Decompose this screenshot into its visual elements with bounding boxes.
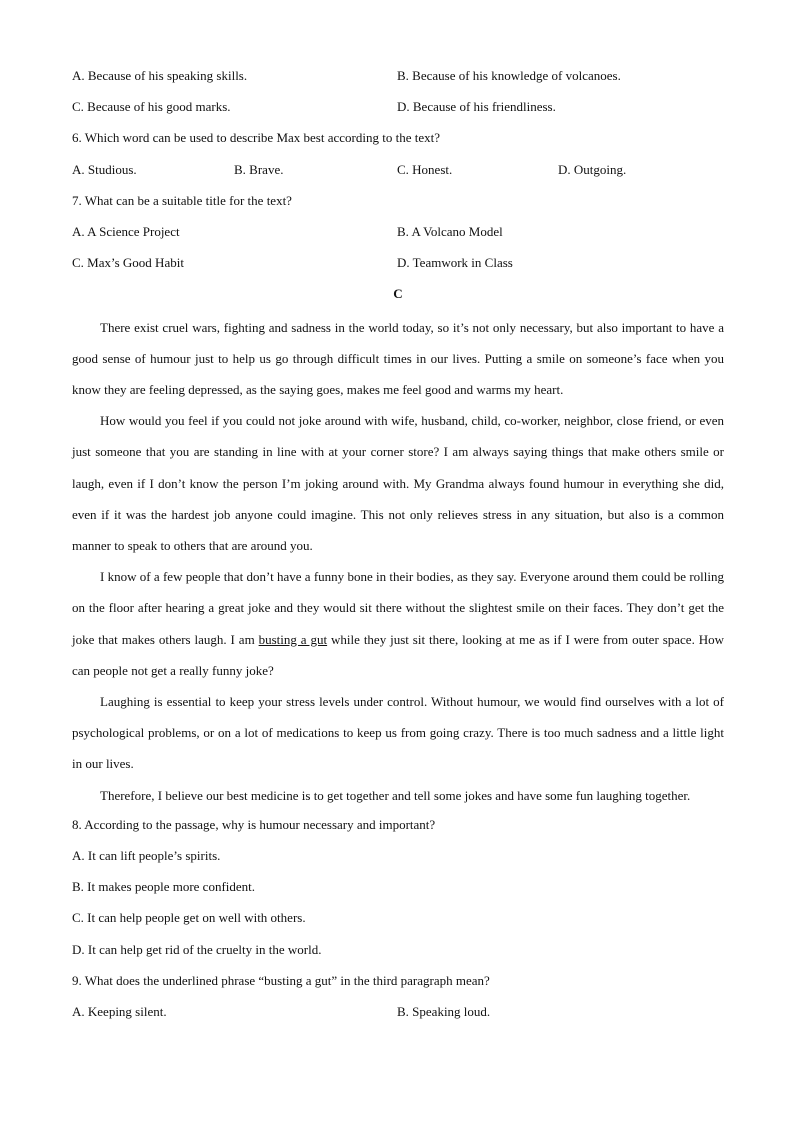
q5-options-row-1 (72, 62, 724, 93)
q8-option-d[interactable]: D. It can help get rid of the cruelty in the world. (72, 941, 322, 957)
q7-stem: 7. What can be a suitable title for the text? (72, 192, 292, 208)
q6-option-b[interactable]: B. Brave. (234, 161, 284, 177)
q5-option-d[interactable]: D. Because of his friendliness. (397, 99, 556, 115)
section-c-heading: C (393, 286, 403, 302)
paragraph-3-text-start: I know of a few people that don’t have a funny bone in their bodies, as they say. Everyone around them could be rolling on the floor after hearing a great joke and they would sit there without the slightest smile on their faces. They don’t get the joke that makes others laugh. I am (72, 569, 724, 647)
q6-stem: 6. Which word can be used to describe Max best according to the text? (72, 130, 440, 146)
q6-option-c[interactable]: C. Honest. (397, 161, 453, 177)
q6-option-a[interactable]: A. Studious. (72, 161, 137, 177)
paragraph-3-text-end: while they just sit there, looking at me as if I were from outer space. How can people not get a really funny joke? (72, 631, 725, 678)
q7-option-c[interactable]: C. Max’s Good Habit (72, 255, 184, 271)
underlined-phrase: busting a gut (258, 631, 328, 647)
q8-option-b[interactable]: B. It makes people more confident. (72, 879, 256, 895)
q5-option-c[interactable]: C. Because of his good marks. (72, 99, 231, 115)
passage-paragraph-3 (72, 561, 724, 686)
passage-paragraph-4: Laughing is essential to keep your stress levels under control. Without humour, we would find ourselves with a lot of psychological problems, or on a lot of medications to keep us from going crazy. There is too much sadness and a little light in our lives. (72, 693, 724, 772)
q5-option-a[interactable]: A. Because of his speaking skills. (72, 68, 248, 83)
q8-stem: 8. According to the passage, why is humour necessary and important? (72, 816, 436, 832)
q7-option-d[interactable]: D. Teamwork in Class (397, 255, 513, 271)
q9-option-b[interactable]: B. Speaking loud. (397, 1003, 491, 1019)
page-content (72, 62, 724, 1029)
q7-options-row-1 (72, 218, 724, 249)
q6-options-row (72, 156, 724, 187)
q7-options-row-2 (72, 249, 724, 280)
passage-paragraph-2: How would you feel if you could not joke around with wife, husband, child, co-worker, neighbor, close friend, or even just someone that you are standing in line with at your corner store? I am always saying things that make others smile or laugh, even if I don’t know the person I’m joking around with. My Grandma always found humour in everything she did, even if it was the hardest job anyone could imagine. This not only relieves stress in any situation, but also is a common manner to speak to others that are around you. (72, 413, 724, 553)
q5-options-row-2 (72, 93, 724, 124)
q7-option-a[interactable]: A. A Science Project (72, 223, 180, 239)
q9-stem: 9. What does the underlined phrase “busting a gut” in the third paragraph mean? (72, 972, 490, 988)
q6-option-d[interactable]: D. Outgoing. (558, 161, 627, 177)
passage-paragraph-1: There exist cruel wars, fighting and sadness in the world today, so it’s not only necessary, but also important to have a good sense of humour just to help us go through difficult times in our lives. Putting a smile on someone’s face when you know they are feeling depressed, as the saying goes, makes me feel good and warms my heart. (72, 319, 724, 397)
passage-paragraph-5: Therefore, I believe our best medicine is to get together and tell some jokes and have some fun laughing together. (100, 787, 691, 803)
q8-option-a[interactable]: A. It can lift people’s spirits. (72, 847, 221, 863)
q5-option-b[interactable]: B. Because of his knowledge of volcanoes. (397, 68, 621, 83)
q9-option-a[interactable]: A. Keeping silent. (72, 1003, 167, 1019)
q8-option-c[interactable]: C. It can help people get on well with others. (72, 910, 306, 926)
q7-option-b[interactable]: B. A Volcano Model (397, 223, 503, 239)
q9-options-row (72, 998, 724, 1029)
